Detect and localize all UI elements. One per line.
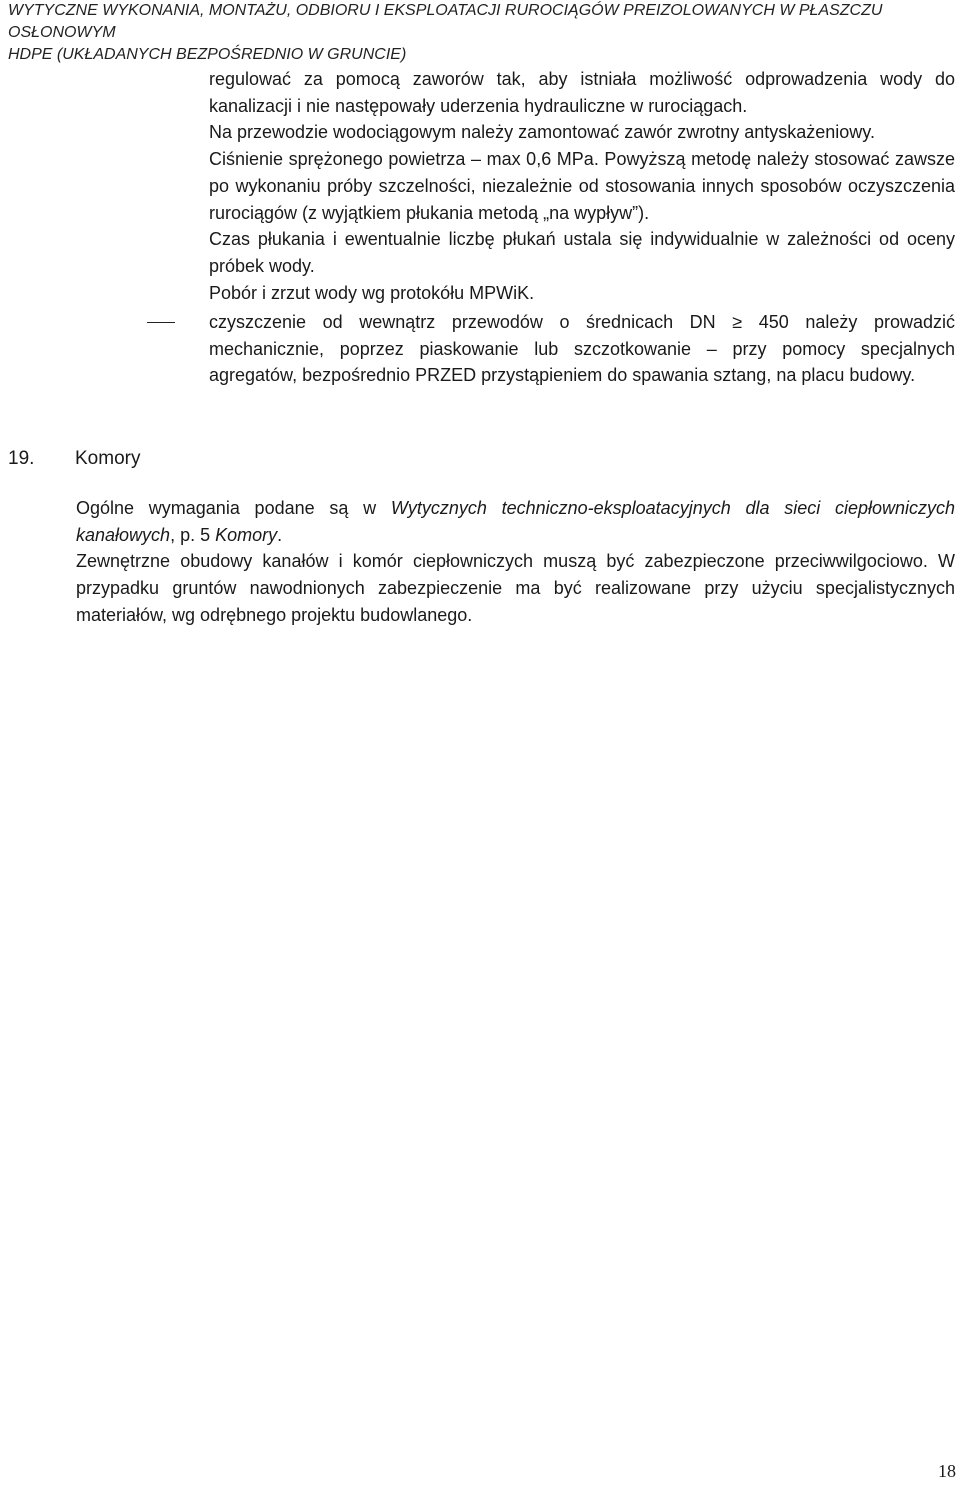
bullet-item <box>209 309 955 389</box>
header-line-2: HDPE (UKŁADANYCH BEZPOŚREDNIO W GRUNCIE) <box>8 46 407 63</box>
paragraph-valve: Na przewodzie wodociągowym należy zamontować zawór zwrotny antyskażeniowy. <box>209 122 875 143</box>
general-text: Ogólne wymagania podane są w <box>76 498 391 518</box>
point-ref: , p. 5 <box>170 524 216 545</box>
method-text: Powyższą metodę należy stosować zawsze po wykonaniu próby szczelności, niezależnie od stosowania innych sposobów oczyszczenia rurociągów (z wyjątkiem płukania metodą „na wypływ”). <box>209 149 955 223</box>
section-body <box>76 495 955 629</box>
guidelines-title: Wytycznych techniczno-eksploatacyjnych dla sieci ciepłowniczych kanałowych <box>76 498 955 545</box>
paragraph-moisture-protection: Zewnętrzne obudowy kanałów i komór ciepłowniczych muszą być zabezpieczone przeciwwilgociowo. W przypadku gruntów nawodnionych zabezpieczenie ma być realizowane przy użyciu specjalistycznych materiałów, wg odrębnego projektu budowlanego. <box>76 551 955 625</box>
paragraph-sampling: Pobór i zrzut wody wg protokółu MPWiK. <box>209 282 535 303</box>
section-number: 19. <box>8 448 35 469</box>
section-title: Komory <box>75 448 141 469</box>
point-title: Komory <box>215 524 278 545</box>
section-heading <box>8 446 140 472</box>
paragraph-pressure <box>209 146 955 226</box>
paragraph-flush-time: Czas płukania i ewentualnie liczbę płukań ustala się indywidualnie w zależności od oceny próbek wody. <box>209 229 955 276</box>
period: . <box>277 524 283 545</box>
header-line-1: WYTYCZNE WYKONANIA, MONTAŻU, ODBIORU I EKSPLOATACJI RUROCIĄGÓW PREIZOLOWANYCH W PŁASZCZU OSŁONOWYM <box>8 2 883 41</box>
document-header <box>8 0 948 66</box>
paragraph-drainage: regulować za pomocą zaworów tak, aby istniała możliwość odprowadzenia wody do kanalizacji i nie następowały uderzenia hydrauliczne w rurociągach. <box>209 69 955 116</box>
paragraph-general-requirements <box>76 495 955 548</box>
bullet-text: czyszczenie od wewnątrz przewodów o średnicach DN ≥ 450 należy prowadzić mechanicznie, poprzez piaskowanie lub szczotkowanie – przy pomocy specjalnych agregatów, bezpośrednio PRZED przystąpieniem do spawania sztang, na placu budowy. <box>209 312 955 386</box>
pressure-text: Ciśnienie sprężonego powietrza – max 0,6 MPa. <box>209 149 599 170</box>
dash-bullet-icon <box>147 322 175 323</box>
continuation-text <box>209 66 955 306</box>
page-number: 18 <box>938 1461 956 1481</box>
